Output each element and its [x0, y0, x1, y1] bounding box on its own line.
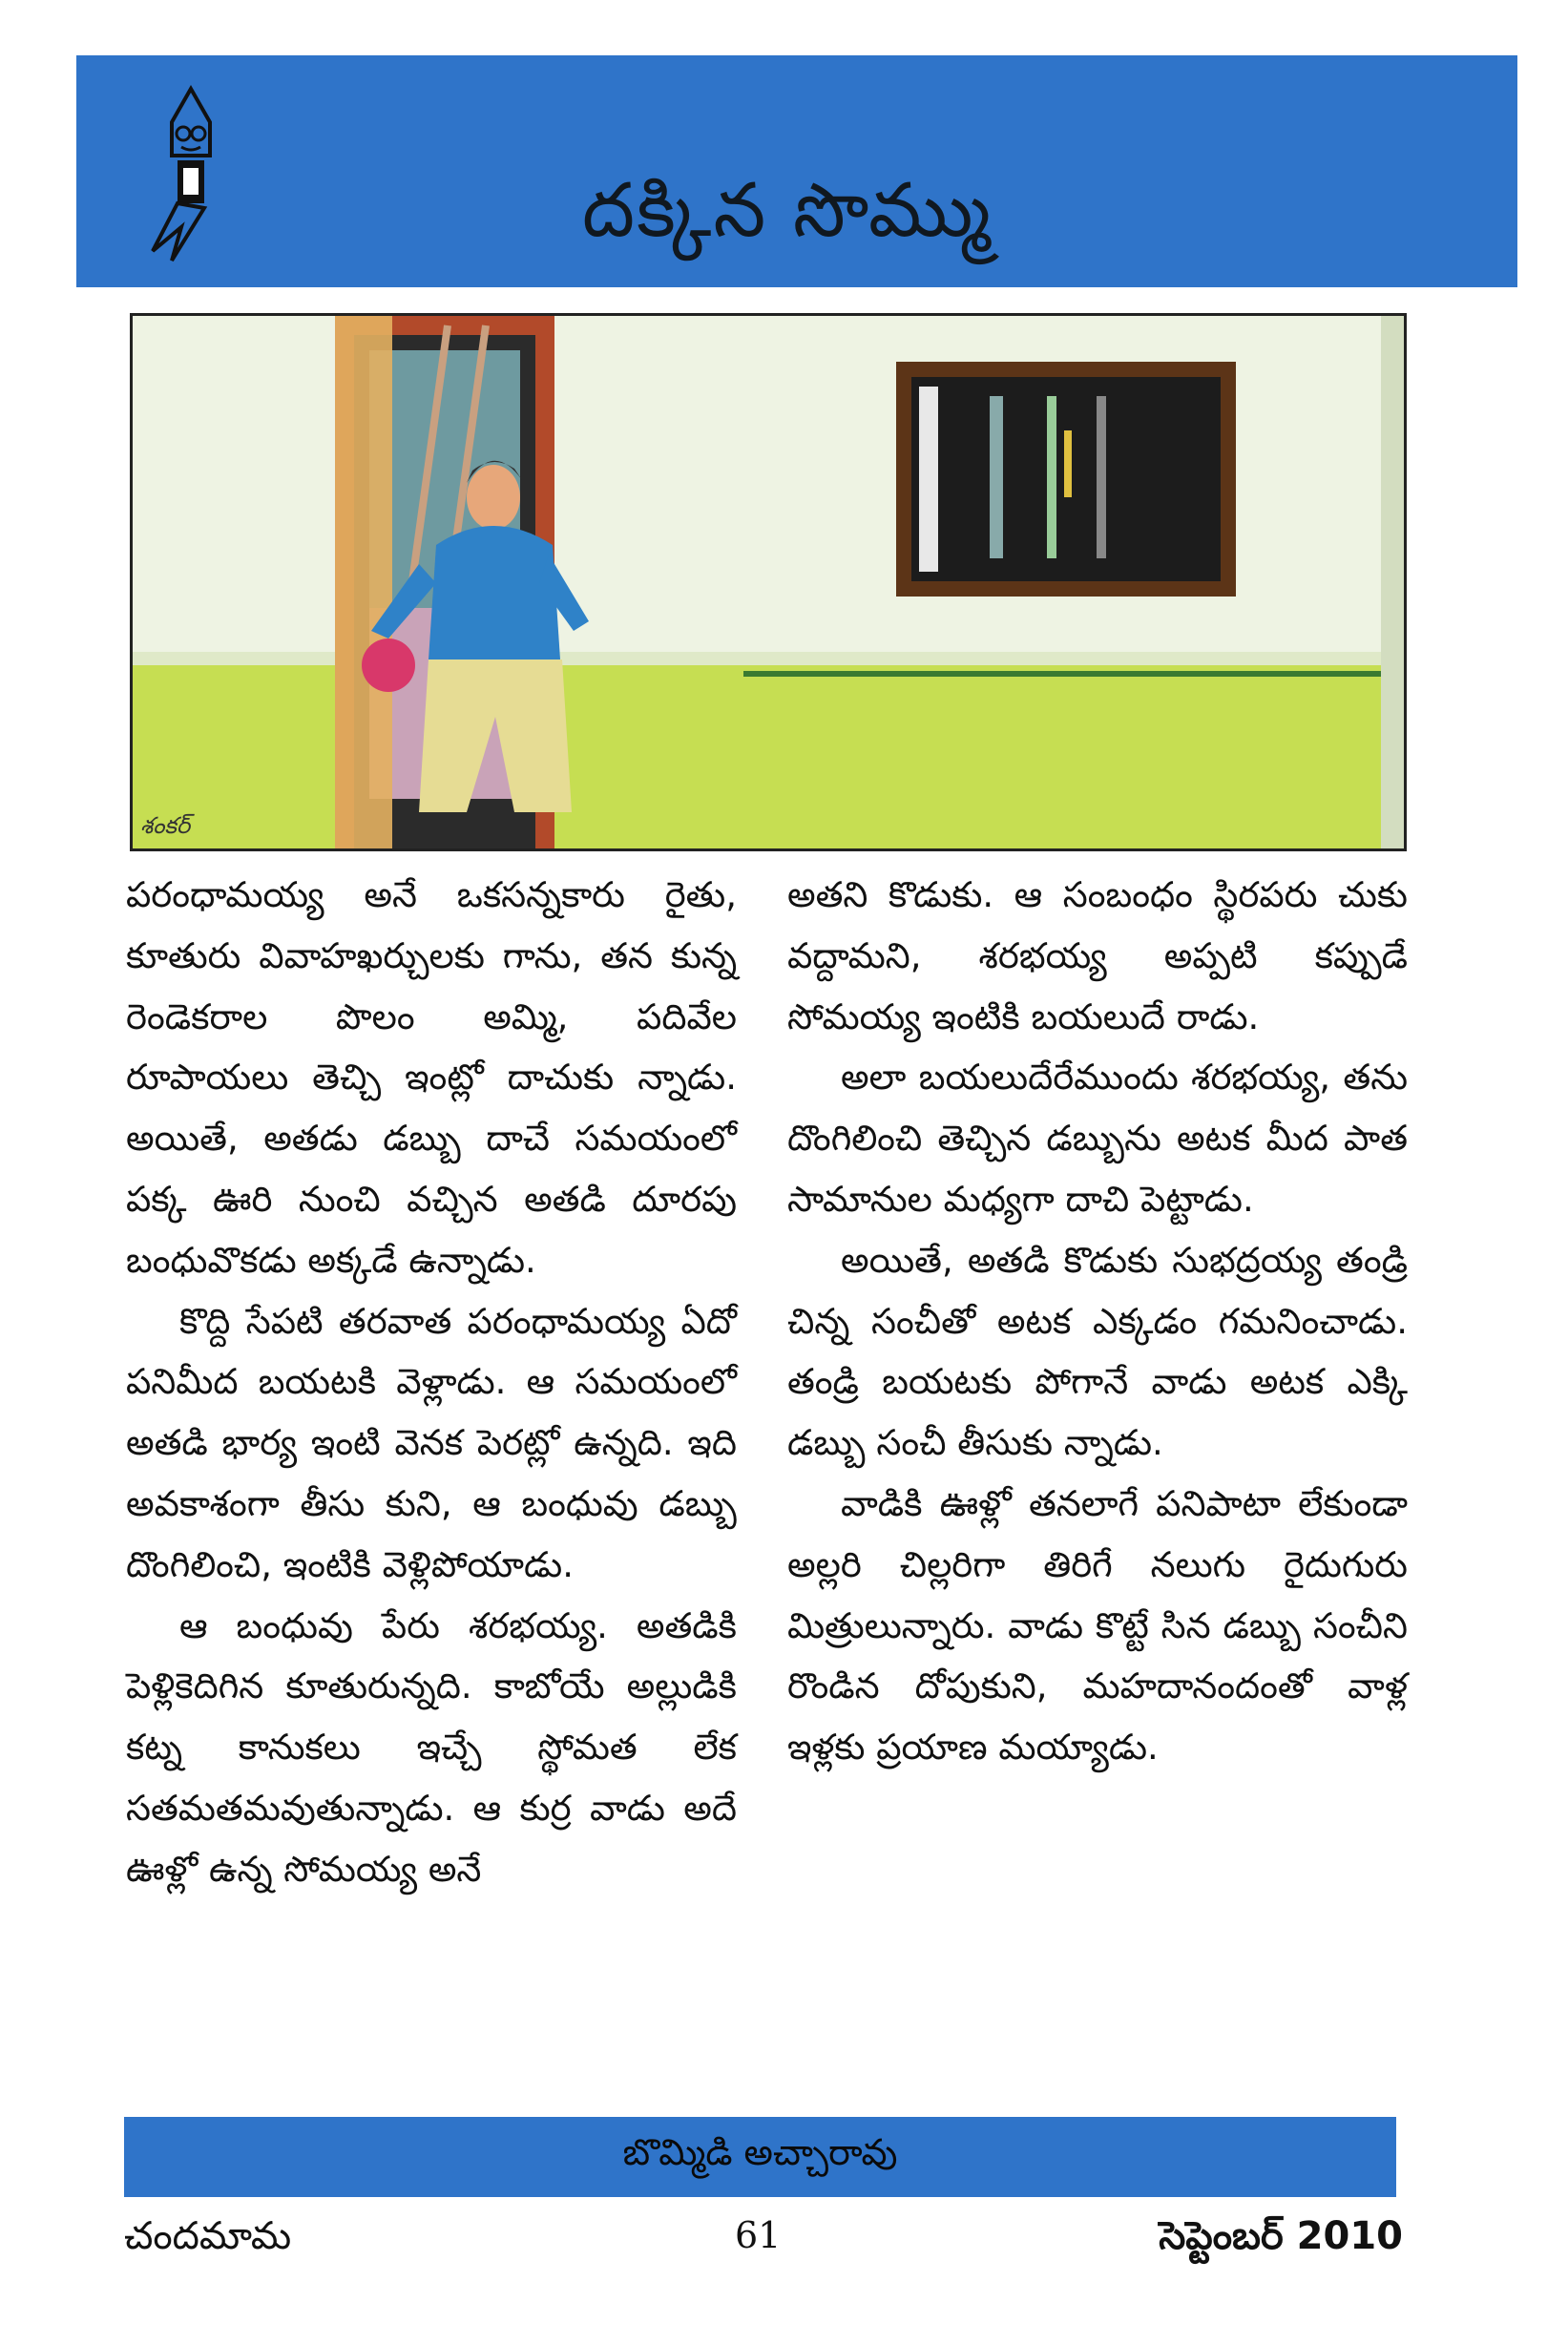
article-column-right: [787, 865, 1408, 1778]
story-illustration-icon: [133, 316, 1404, 848]
paragraph: అయితే, అతడి కొడుకు సుభద్రయ్య తండ్రి చిన్న సంచీతో అటక ఎక్కడం గమనించాడు. తండ్రి బయటకు పోగానే వాడు అటక ఎక్కి డబ్బు సంచీ తీసుకు న్నాడు.: [787, 1239, 1408, 1464]
page-footer: [124, 2205, 1403, 2272]
story-illustration: [130, 313, 1407, 851]
article-column-left: [126, 865, 737, 1900]
paragraph: కొద్ది సేపటి తరవాత పరంధామయ్య ఏదో పనిమీద బయటకి వెళ్లాడు. ఆ సమయంలో అతడి భార్య ఇంటి వెనక పెరట్లో ఉన్నది. ఇది అవకాశంగా తీసు కుని, ఆ బంధువు డబ్బు దొంగిలించి, ఇంటికి వెళ్లిపోయాడు.: [126, 1300, 737, 1585]
magazine-name: చందమామ: [124, 2214, 292, 2258]
page-number: 61: [735, 2214, 782, 2256]
title-banner: [76, 55, 1517, 287]
pen-nib-face-icon: [143, 84, 239, 265]
paragraph: ఆ బంధువు పేరు శరభయ్య. అతడికి పెళ్లికెదిగిన కూతురున్నది. కాబోయే అల్లుడికి కట్న కానుకలు ఇచ్చే స్థోమత లేక సతమతమవుతున్నాడు. ఆ కుర్ర వాడు అదే ఊళ్లో ఉన్న సోమయ్య అనే: [126, 1604, 737, 1890]
issue-date: సెప్టెంబర్ 2010: [1159, 2214, 1403, 2258]
paragraph: అతని కొడుకు. ఆ సంబంధం స్థిరపరు చుకు వద్దామని, శరభయ్య అప్పటి కప్పుడే సోమయ్య ఇంటికి బయలుదే రాడు.: [787, 874, 1408, 1037]
author-name: బొమ్మిడి అచ్చారావు: [622, 2131, 898, 2173]
paragraph: వాడికి ఊళ్లో తనలాగే పనిపాటా లేకుండా అల్లరి చిల్లరిగా తిరిగే నలుగు రైదుగురు మిత్రులున్నారు. వాడు కొట్టే సిన డబ్బు సంచీని రొండిన దోపుకుని, మహదానందంతో వాళ్ల ఇళ్లకు ప్రయాణ మయ్యాడు.: [787, 1482, 1408, 1769]
author-banner: [124, 2117, 1396, 2197]
paragraph: పరంధామయ్య అనే ఒకసన్నకారు రైతు, కూతురు వివాహఖర్చులకు గాను, తన కున్న రెండెకరాల పొలం అమ్మి, పదివేల రూపాయలు తెచ్చి ఇంట్లో దాచుకు న్నాడు. అయితే, అతడు డబ్బు దాచే సమయంలో పక్క ఊరి నుంచి వచ్చిన అతడి దూరపు బంధువొకడు అక్కడే ఉన్నాడు.: [126, 874, 737, 1281]
illustration-signature: శంకర్: [140, 812, 191, 839]
paragraph: అలా బయలుదేరేముందు శరభయ్య, తను దొంగిలించి తెచ్చిన డబ్బును అటక మీద పాత సామానుల మధ్యగా దాచి పెట్టాడు.: [787, 1057, 1408, 1220]
story-title: దక్కిన సొమ్ము: [582, 168, 993, 254]
